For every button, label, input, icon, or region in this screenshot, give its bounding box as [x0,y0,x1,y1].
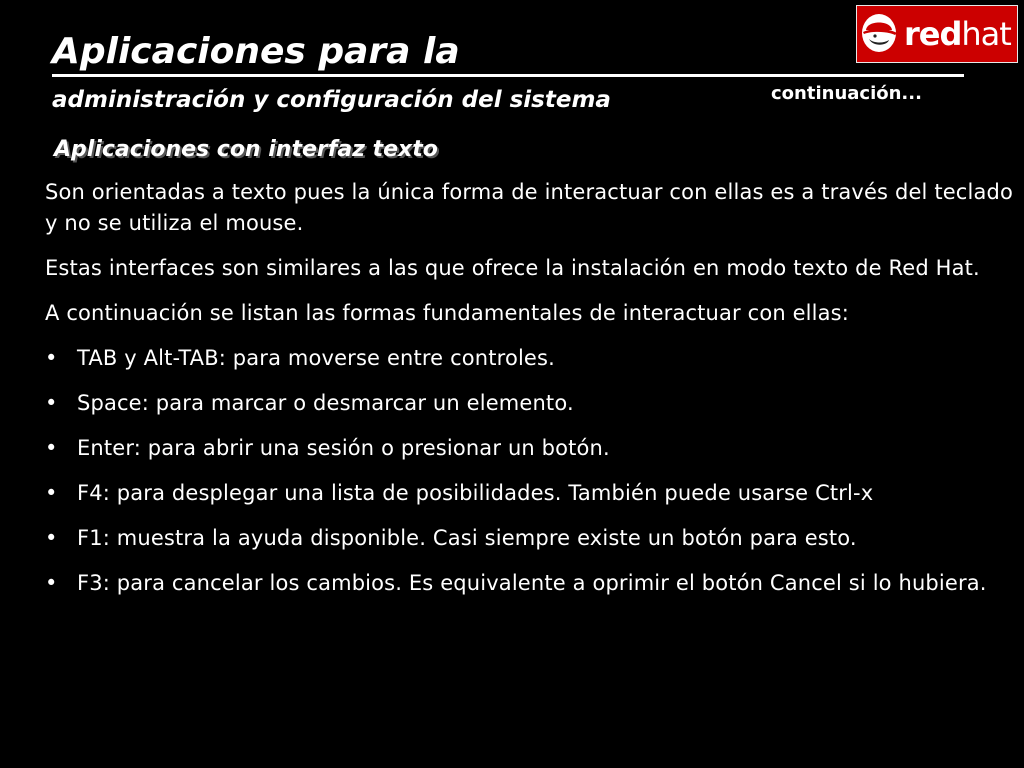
list-item [45,343,1017,374]
continuation-label: continuación... [771,83,922,104]
redhat-logo [856,5,1018,63]
bullet-list [45,343,1017,599]
list-item-text: F3: para cancelar los cambios. Es equivalente a oprimir el botón Cancel si lo hubiera. [77,571,987,595]
logo-word-red: red [904,15,962,53]
slide-content [45,177,1017,613]
bullet-icon: • [45,526,58,550]
list-item-text: Space: para marcar o desmarcar un elemento. [77,391,574,415]
paragraph: A continuación se listan las formas fundamentales de interactuar con ellas: [45,301,849,325]
list-item-text: TAB y Alt-TAB: para moverse entre controles. [77,346,555,370]
list-item [45,523,1017,554]
list-item [45,388,1017,419]
bullet-icon: • [45,481,58,505]
bullet-icon: • [45,346,58,370]
slide-title: Aplicaciones para la [52,31,460,72]
list-item [45,433,1017,464]
logo-word-hat: hat [961,15,1011,53]
list-item-text: F1: muestra la ayuda disponible. Casi siempre existe un botón para esto. [77,526,857,550]
section-heading: Aplicaciones con interfaz texto [54,137,438,162]
bullet-icon: • [45,571,58,595]
list-item-text: Enter: para abrir una sesión o presionar un botón. [77,436,610,460]
slide-subtitle: administración y configuración del sistema [52,87,611,113]
list-item [45,568,1017,599]
shadowman-hat-icon [861,12,899,56]
paragraph: Estas interfaces son similares a las que ofrece la instalación en modo texto de Red Hat. [45,256,980,280]
list-item-text: F4: para desplegar una lista de posibilidades. También puede usarse Ctrl-x [77,481,874,505]
title-underline [52,74,964,77]
paragraph: Son orientadas a texto pues la única forma de interactuar con ellas es a través del teclado y no se utiliza el mouse. [45,180,1013,235]
bullet-icon: • [45,436,58,460]
list-item [45,478,1017,509]
bullet-icon: • [45,391,58,415]
